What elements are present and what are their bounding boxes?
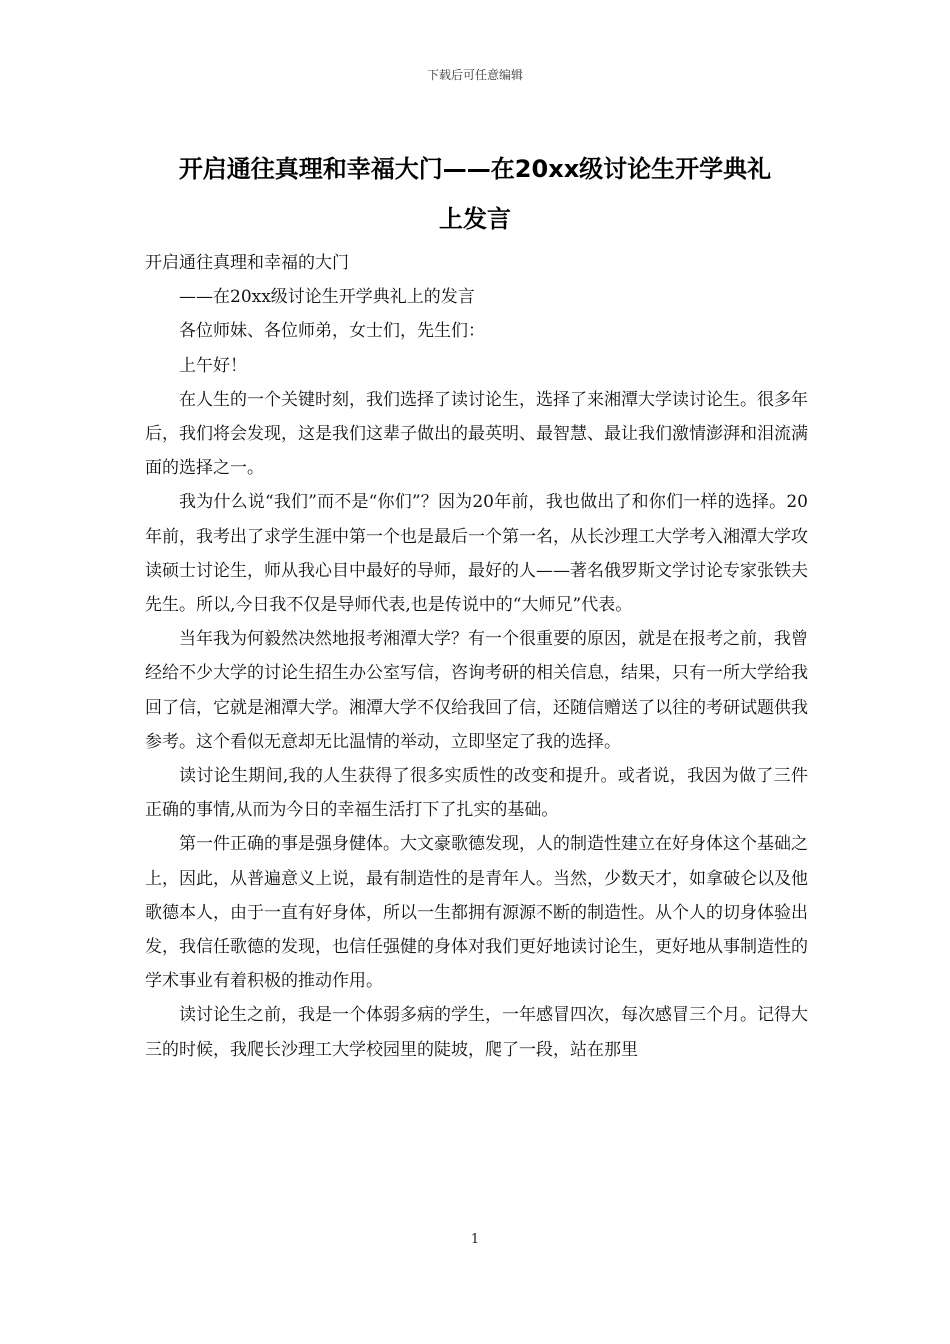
salutation: 各位师妹、各位师弟，女士们，先生们： <box>179 321 485 342</box>
page-header: 下载后可任意编辑 <box>426 68 523 82</box>
page-number: 1 <box>470 1232 480 1247</box>
document-body <box>145 246 808 1067</box>
paragraph-3: 当年我为何毅然决然地报考湘潭大学？有一个很重要的原因，就是在报考之前，我曾经给不少大学的讨论生招生办公室写信，咨询考研的相关信息，结果，只有一所大学给我回了信，它就是湘潭大学。湘潭大学不仅给我回了信，还随信赠送了以往的考研试题供我参考。这个看似无意却无比温情的举动，立即坚定了我的选择。 <box>145 629 808 752</box>
body-subtitle: 开启通往真理和幸福的大门 <box>145 253 349 273</box>
body-occasion: ——在20xx级讨论生开学典礼上的发言 <box>179 287 475 308</box>
paragraph-5: 第一件正确的事是强身健体。大文豪歌德发现，人的制造性建立在好身体这个基础之上，因此，从普遍意义上说，最有制造性的是青年人。当然，少数天才，如拿破仑以及他歌德本人，由于一直有好身体，所以一生都拥有源源不断的制造性。从个人的切身体验出发，我信任歌德的发现，也信任强健的身体对我们更好地读讨论生，更好地从事制造性的学术事业有着积极的推动作用。 <box>145 834 808 992</box>
greeting: 上午好！ <box>179 355 247 376</box>
paragraph-4: 读讨论生期间,我的人生获得了很多实质性的改变和提升。或者说，我因为做了三件正确的事情,从而为今日的幸福生活打下了扎实的基础。 <box>145 766 808 821</box>
document-title-line-1: 开启通往真理和幸福大门——在20xx级讨论生开学典礼 <box>178 155 772 183</box>
document-title-line-2: 上发言 <box>439 205 511 233</box>
paragraph-6: 读讨论生之前，我是一个体弱多病的学生，一年感冒四次，每次感冒三个月。记得大三的时候，我爬长沙理工大学校园里的陡坡，爬了一段，站在那里 <box>145 1005 808 1060</box>
paragraph-2: 我为什么说“我们”而不是“你们”？因为20年前，我也做出了和你们一样的选择。20年前，我考出了求学生涯中第一个也是最后一个第一名，从长沙理工大学考入湘潭大学攻读硕士讨论生，师从我心目中最好的导师，最好的人——著名俄罗斯文学讨论专家张铁夫先生。所以,今日我不仅是导师代表,也是传说中的“大师兄”代表。 <box>145 492 808 616</box>
paragraph-1: 在人生的一个关键时刻，我们选择了读讨论生，选择了来湘潭大学读讨论生。很多年后，我们将会发现，这是我们这辈子做出的最英明、最智慧、最让我们激情澎湃和泪流满面的选择之一。 <box>145 389 808 479</box>
